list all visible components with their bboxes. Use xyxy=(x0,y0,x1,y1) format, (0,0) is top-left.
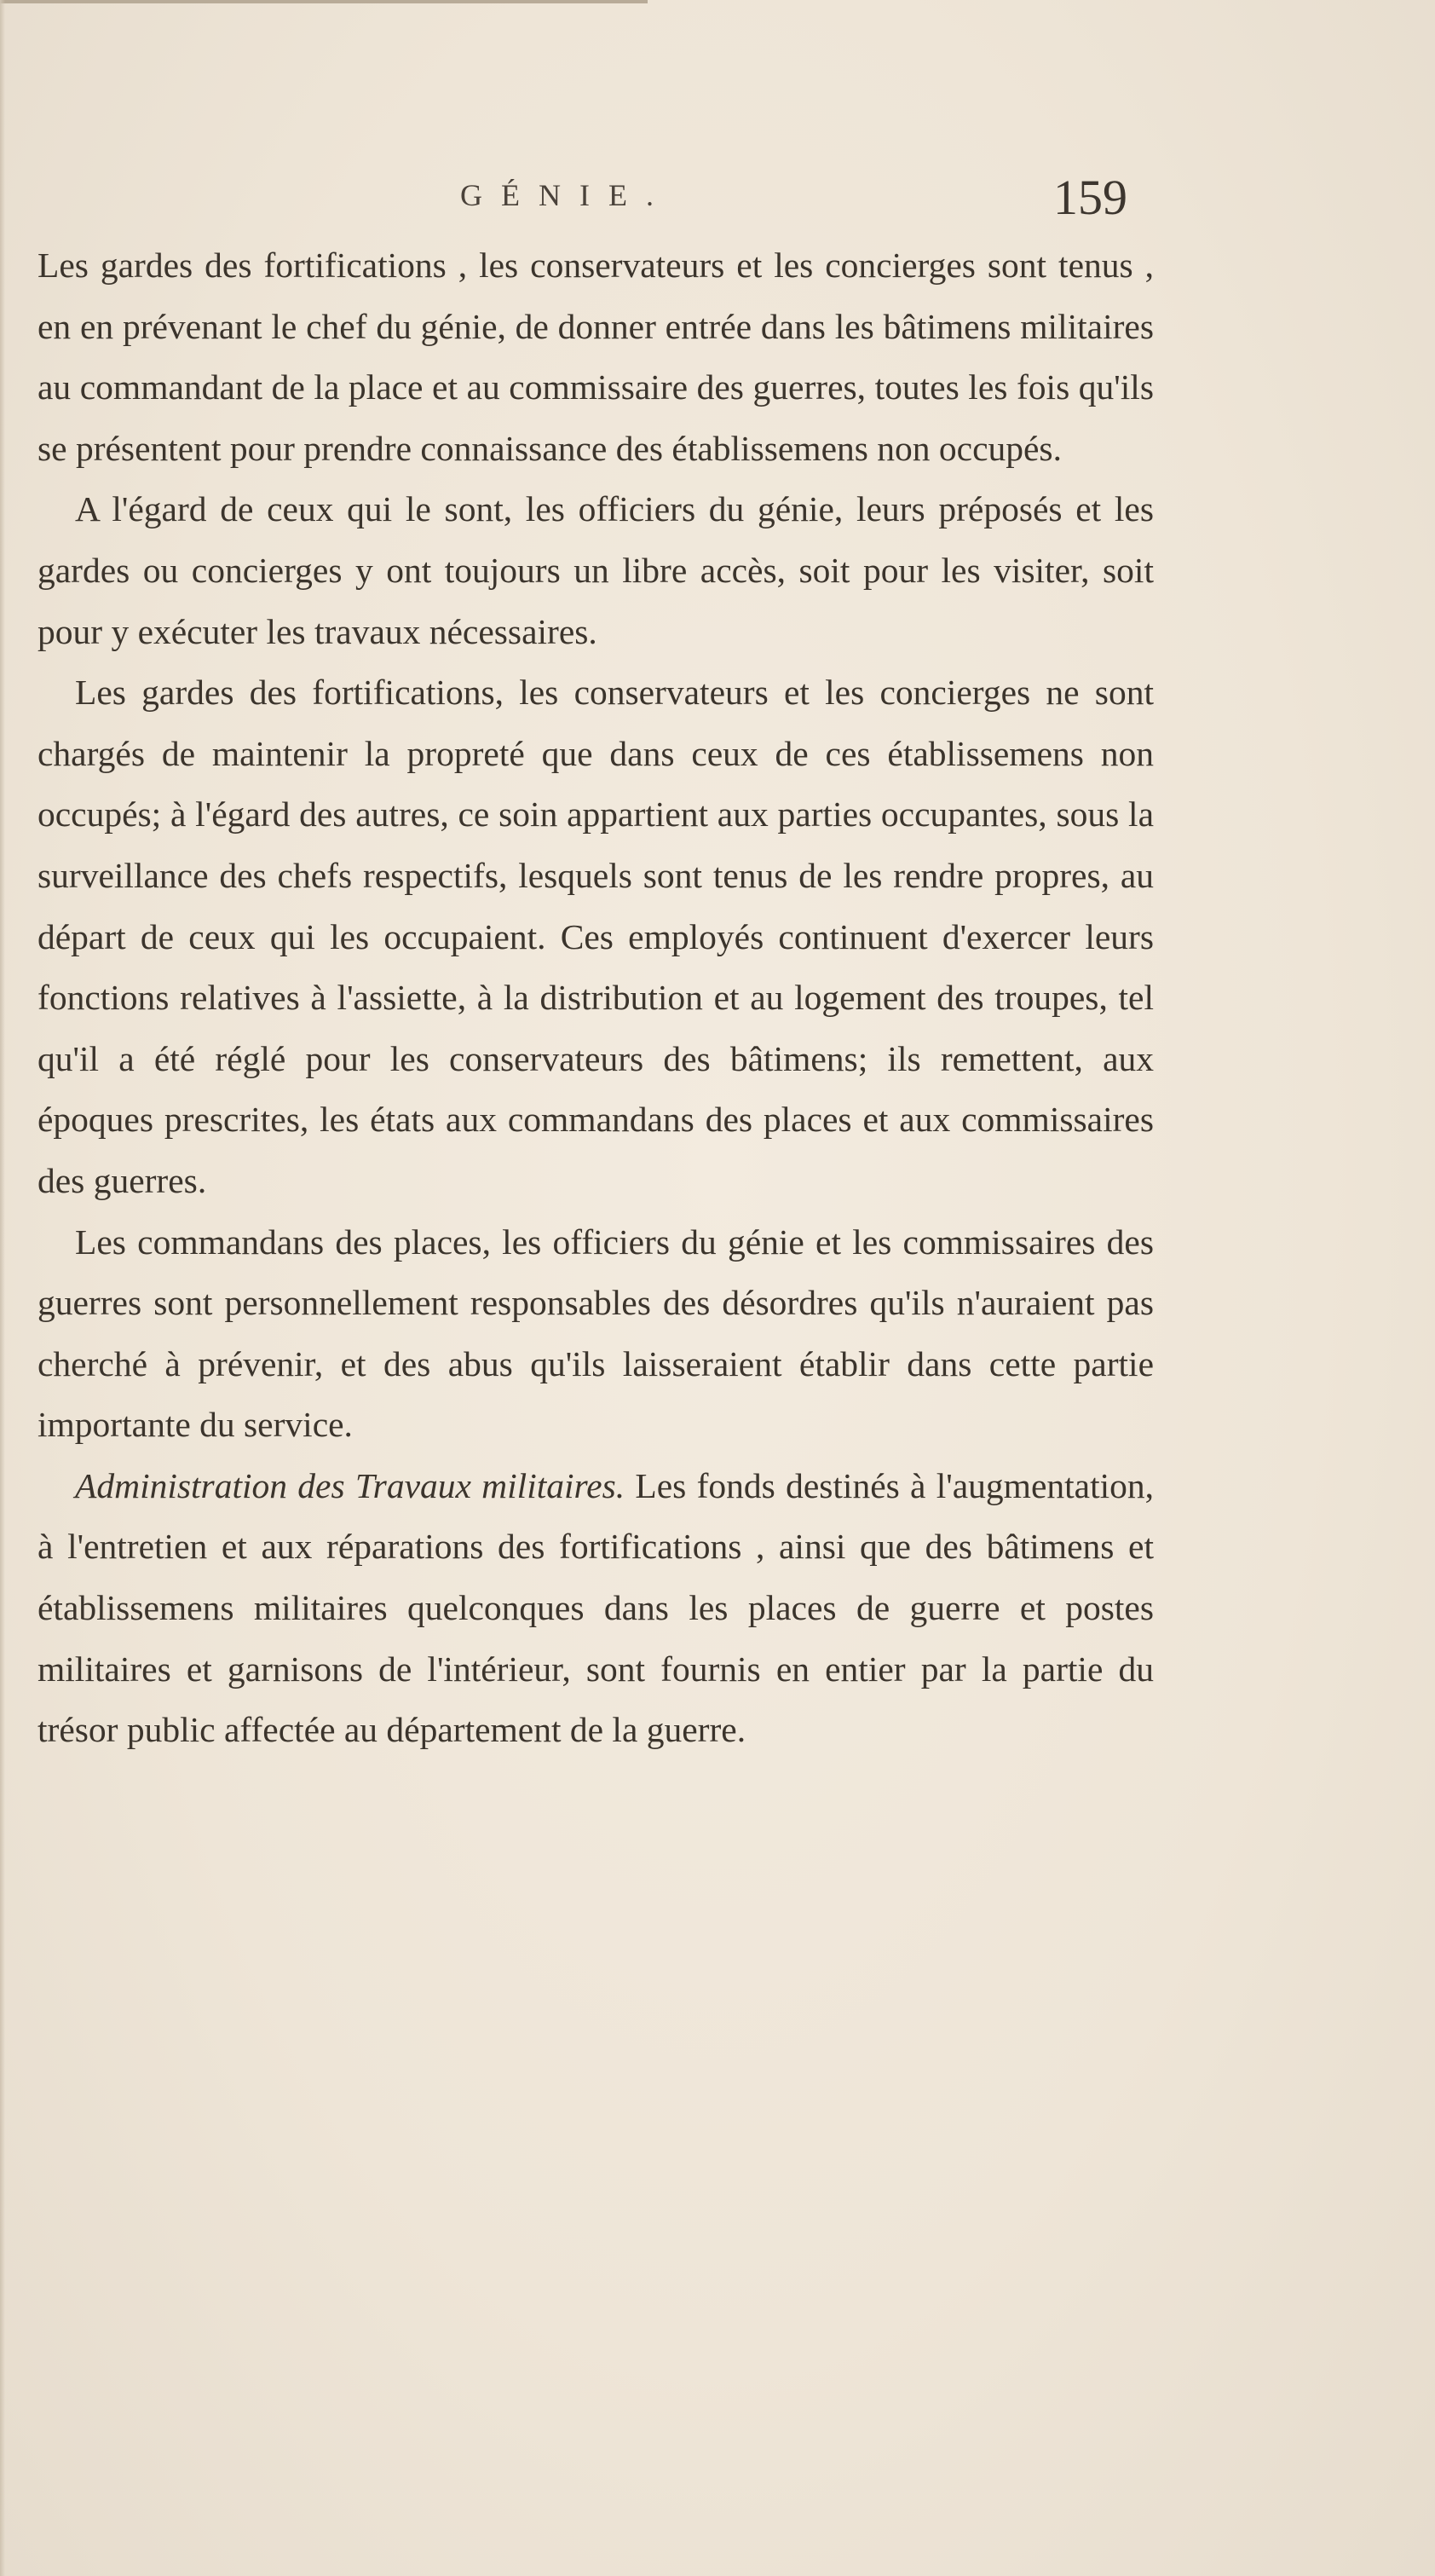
page-edge-shadow xyxy=(0,0,5,2576)
page-number: 159 xyxy=(1053,170,1127,225)
paragraph: Les gardes des fortifications, les conservateurs et les concierges ne sont chargés de maintenir la propreté que dans ceux de ces établissemens non occupés; à l'égard des autres, ce soin appartient aux parties occupantes, sous la surveillance des chefs respectifs, lesquels sont tenus de les rendre propres, au départ de ceux qui les occupaient. Ces employés continuent d'exercer leurs fonctions relatives à l'assiette, à la distribution et au logement des troupes, tel qu'il a été réglé pour les conservateurs des bâtimens; ils remettent, aux époques prescrites, les états aux commandans des places et aux commissaires des guerres. xyxy=(37,673,1154,1200)
paragraph-administration xyxy=(37,1456,1154,1761)
paragraph: Les gardes des fortifications , les conservateurs et les concierges sont tenus , en en prévenant le chef du génie, de donner entrée dans les bâtimens militaires au commandant de la place et au commissaire des guerres, toutes les fois qu'ils se présentent pour prendre connaissance des établissemens non occupés. xyxy=(37,245,1154,468)
paragraph: A l'égard de ceux qui le sont, les officiers du génie, leurs préposés et les gardes ou concierges y ont toujours un libre accès, soit pour les visiter, soit pour y exécuter les travaux nécessaires. xyxy=(37,489,1154,651)
paragraph: Les commandans des places, les officiers du génie et les commissaires des guerres sont personnellement responsables des désordres qu'ils n'auraient pas cherché à prévenir, et des abus qu'ils laisseraient établir dans cette partie importante du service. xyxy=(37,1222,1154,1445)
running-head: GÉNIE. xyxy=(460,178,672,212)
section-heading: Administration des Travaux militaires. xyxy=(75,1465,625,1505)
paragraph-text: Les fonds destinés à l'augmentation, à l'entretien et aux réparations des fortifications , ainsi que des bâtimens et établissemens militaires quelconques dans les places de guerre et postes militaires et garnisons de l'intérieur, sont fournis en entier par la partie du trésor public affectée au département de la guerre. xyxy=(37,1465,1155,1750)
page-header xyxy=(0,169,1435,228)
top-rule xyxy=(0,0,648,3)
body-text xyxy=(37,235,1154,1761)
